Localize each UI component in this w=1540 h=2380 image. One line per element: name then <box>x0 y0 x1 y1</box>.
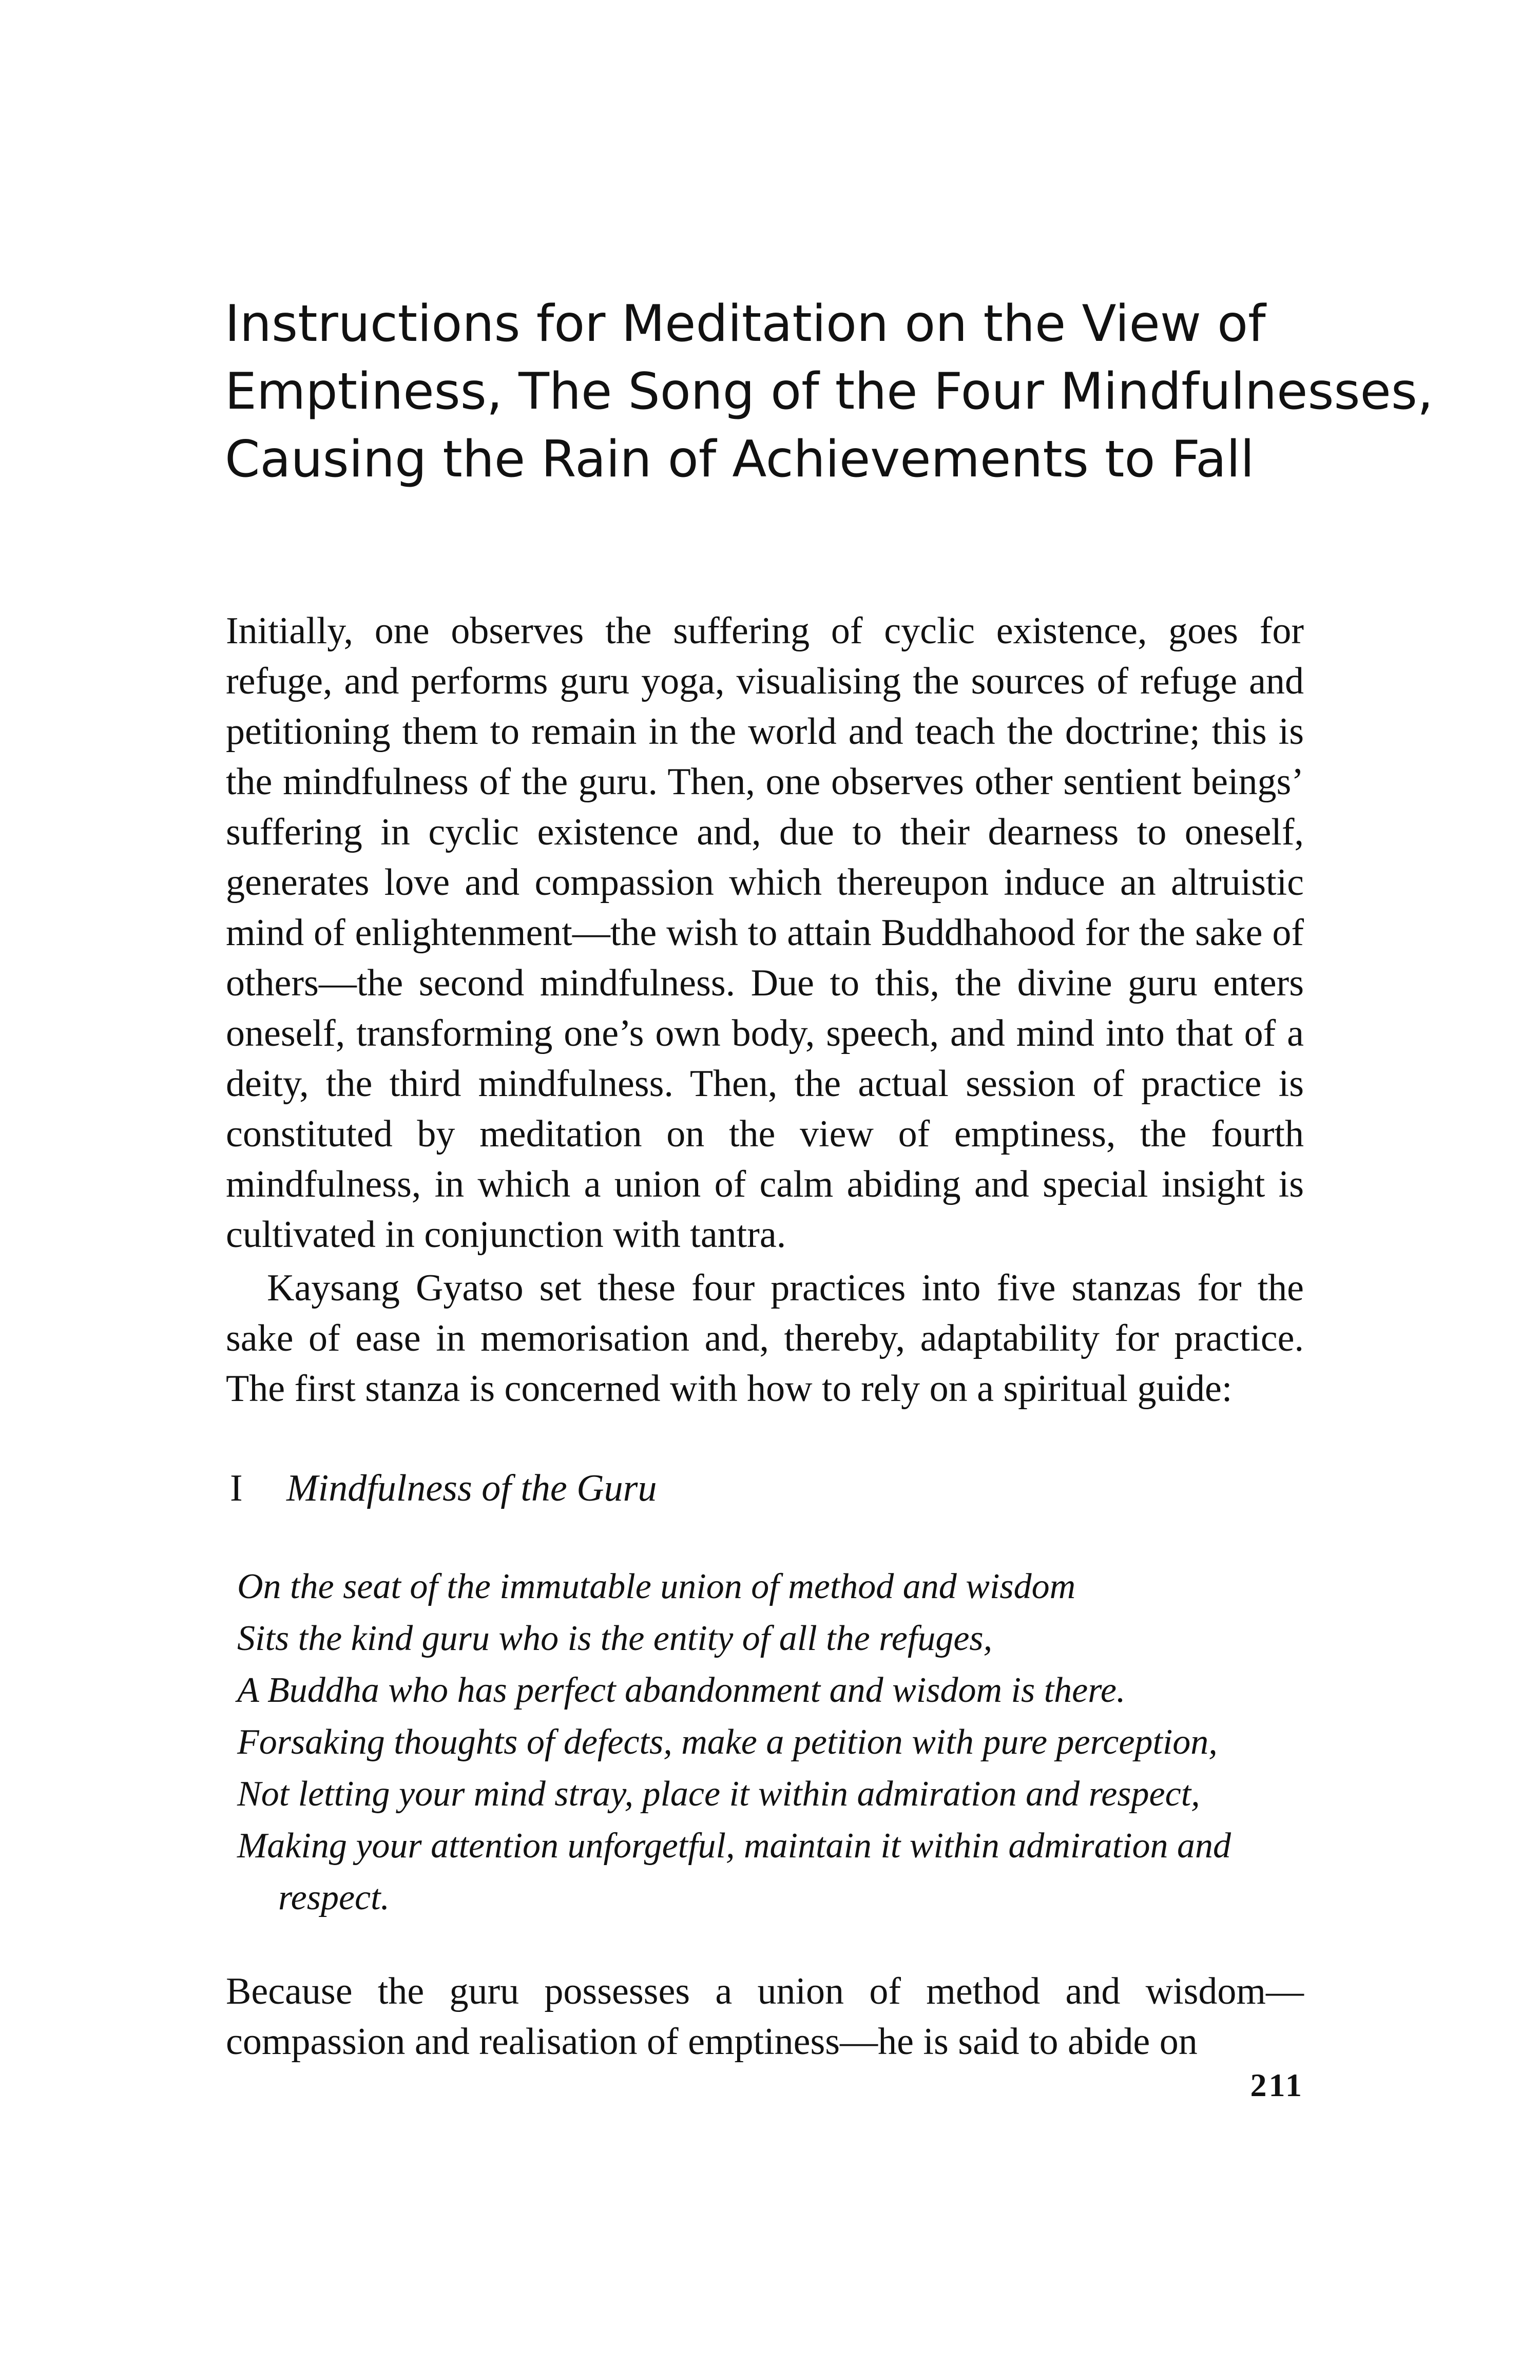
verse-line: On the seat of the immutable union of method and wisdom <box>237 1567 1076 1606</box>
page-number: 211 <box>1250 2067 1304 2103</box>
intro-paragraph: Initially, one observes the suffering of cyclic existence, goes for refuge, and performs guru yoga, visualising the sources of refuge and petitioning them to remain in the world and teach the doctrine; this is the mindfulness of the guru. Then, one observes other sentient beings’ suffering in cyclic existence and, due to their dearness to oneself, generates love and compassion which thereupon induce an altruistic mind of enlightenment—the wish to attain Buddhahood for the sake of others—the second mindfulness. Due to this, the divine guru enters oneself, transforming one’s own body, speech, and mind into that of a deity, the third mindfulness. Then, the actual session of practice is constituted by meditation on the view of emptiness, the fourth mindfulness, in which a union of calm abiding and special insight is cultivated in conjunction with tantra. <box>226 610 1304 1256</box>
section-title: Mindfulness of the Guru <box>286 1467 657 1509</box>
chapter-title-line: Causing the Rain of Achievements to Fall <box>225 430 1255 489</box>
verse-line: Not letting your mind stray, place it within admiration and respect, <box>237 1774 1200 1814</box>
section-number: I <box>230 1467 243 1509</box>
verse-line: Sits the kind guru who is the entity of all the refuges, <box>237 1619 993 1658</box>
chapter-title-line: Emptiness, The Song of the Four Mindfulnesses, <box>225 362 1434 421</box>
verse-line: A Buddha who has perfect abandonment and wisdom is there. <box>237 1671 1126 1710</box>
chapter-title-line: Instructions for Meditation on the View of <box>225 295 1266 353</box>
verse-line: Making your attention unforgetful, maintain it within admiration and <box>237 1826 1231 1866</box>
verse-line: respect. <box>278 1878 390 1917</box>
verse-stanza <box>237 1561 1325 1924</box>
verse-line: Forsaking thoughts of defects, make a petition with pure perception, <box>237 1722 1218 1762</box>
closing-paragraph: Because the guru possesses a union of method and wisdom—compassion and realisation of emptiness—he is said to abide on <box>226 1970 1304 2063</box>
section-heading <box>230 1463 657 1513</box>
stanzas-paragraph: Kaysang Gyatso set these four practices into five stanzas for the sake of ease in memorisation and, thereby, adaptability for practice. The first stanza is concerned with how to rely on a spiritual guide: <box>226 1267 1304 1410</box>
chapter-title <box>225 290 1434 493</box>
